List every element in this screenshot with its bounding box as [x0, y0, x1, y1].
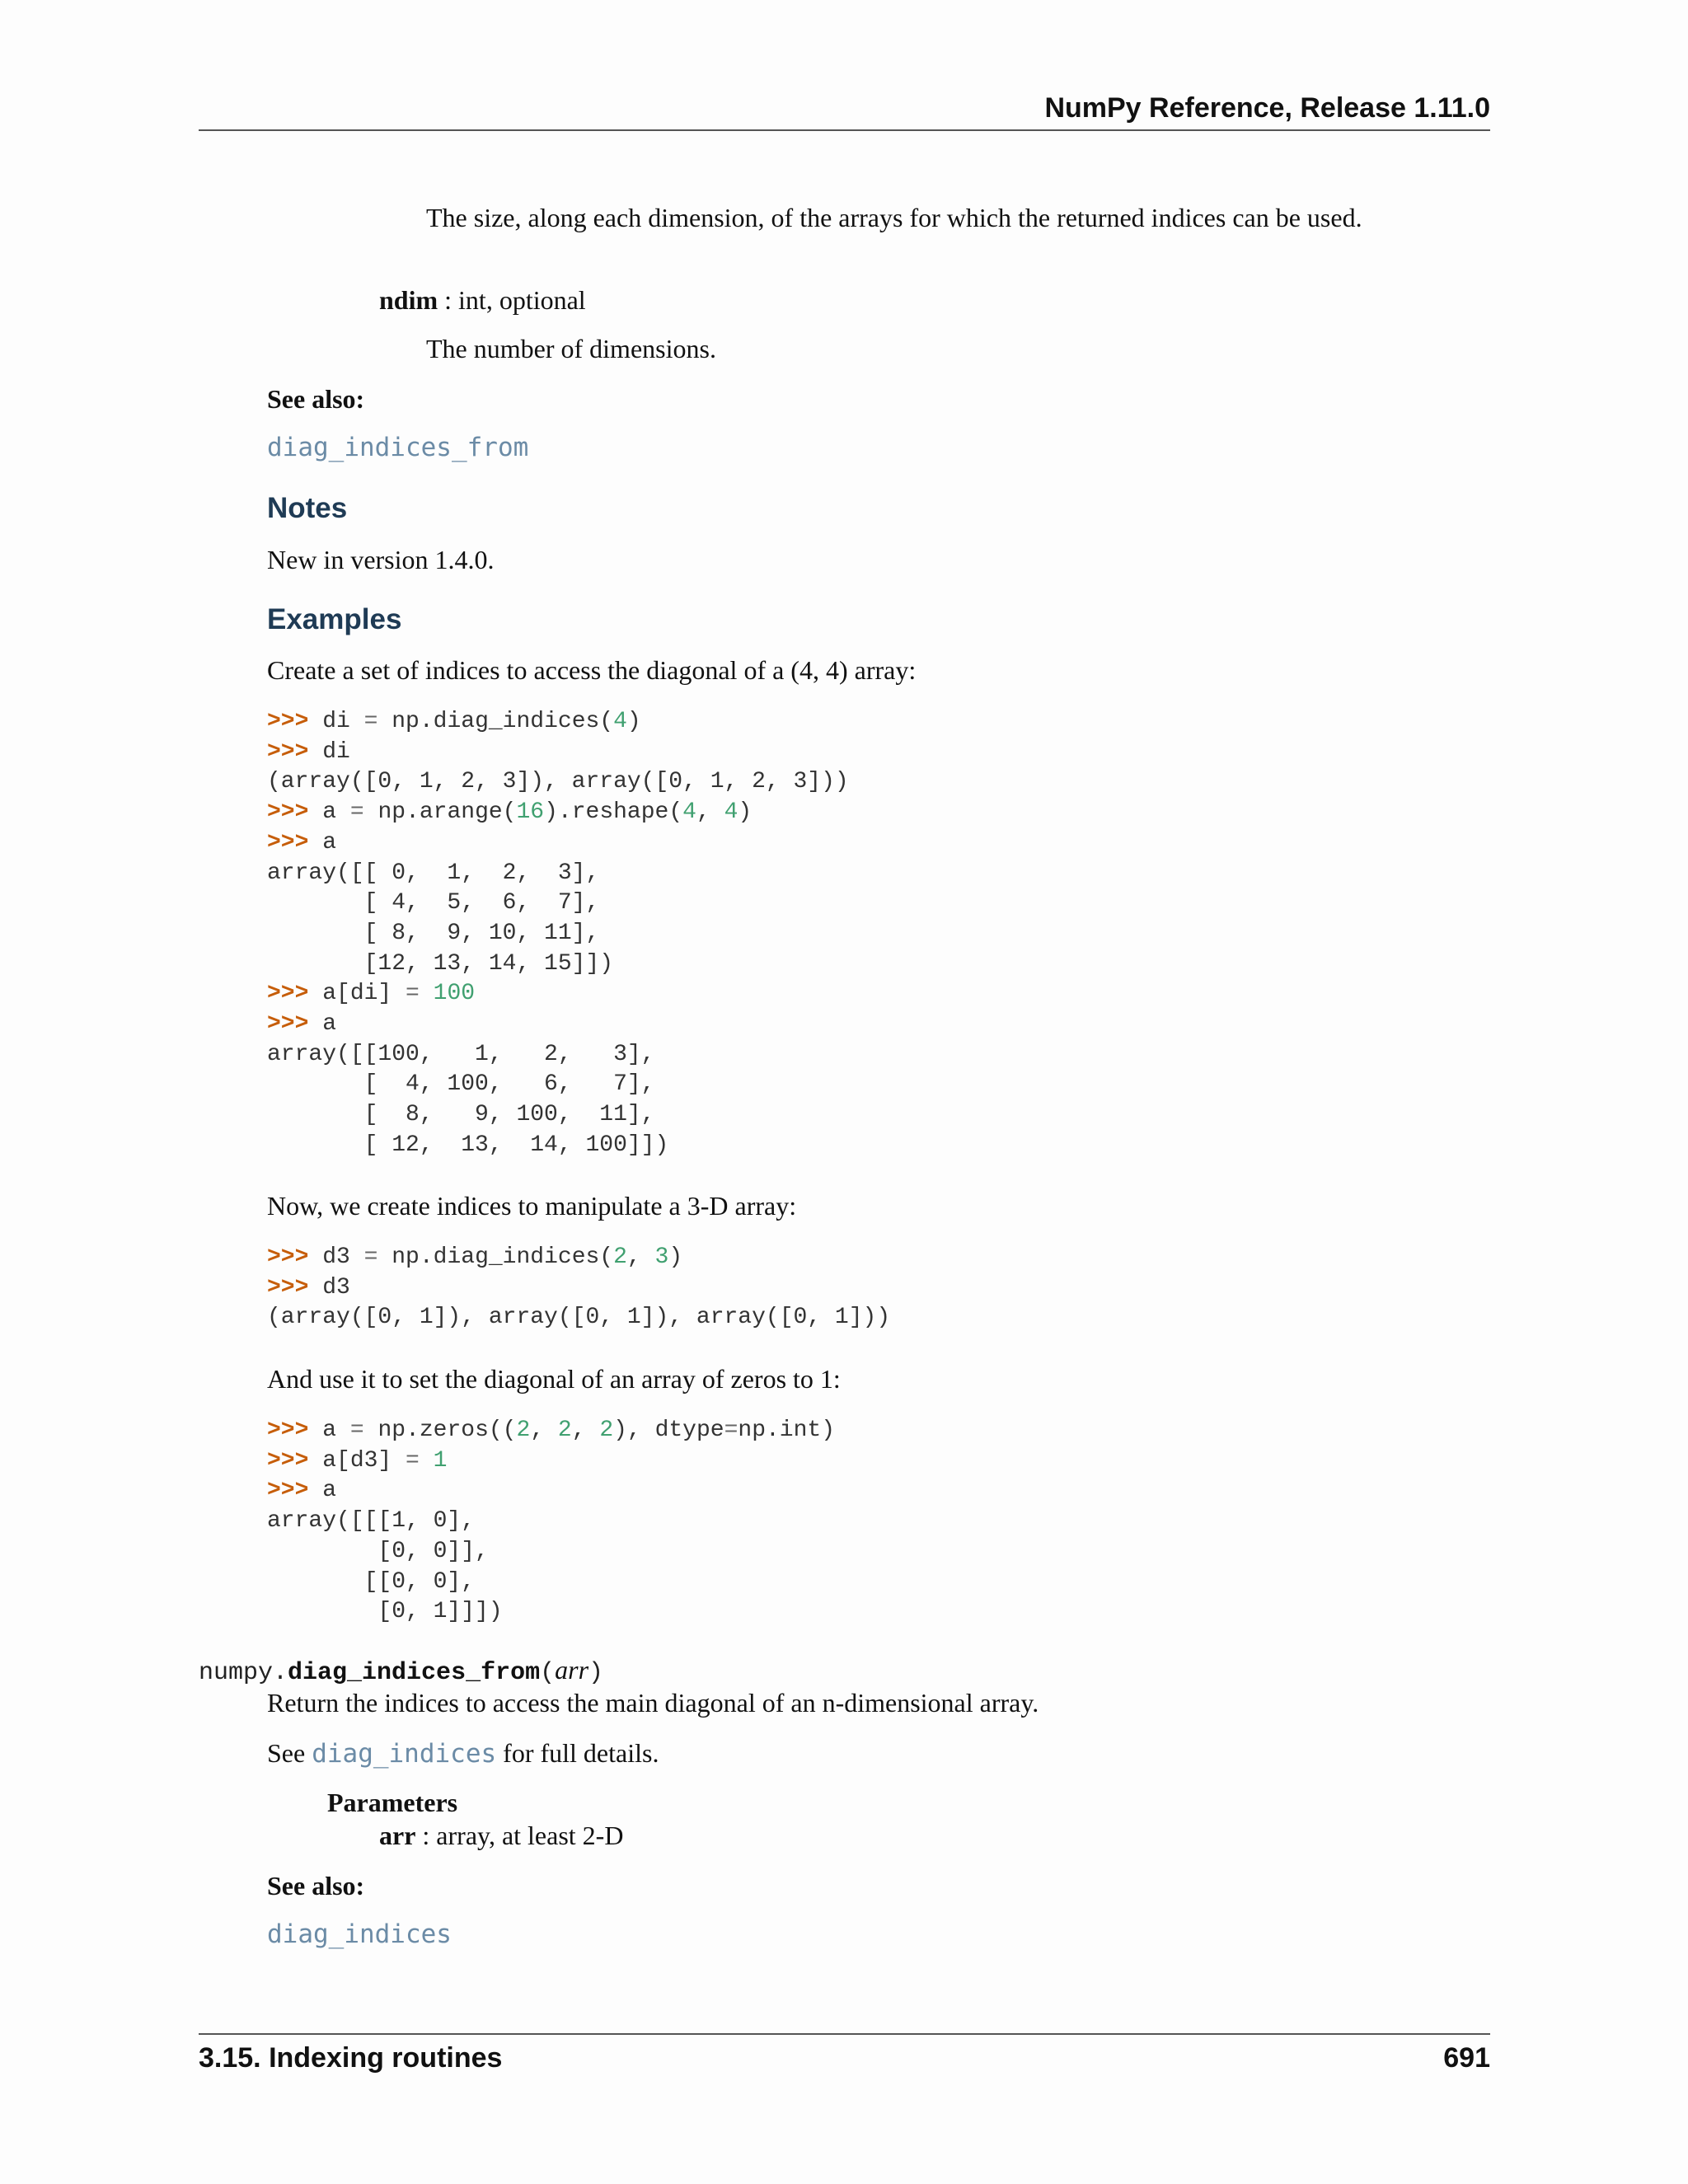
code-line: >>> di = np.diag_indices(4) [267, 709, 641, 734]
signature-module: numpy. [199, 1659, 288, 1687]
code-line: [ 4, 100, 6, 7], [267, 1071, 655, 1098]
signature-paren-close: ) [588, 1659, 604, 1687]
code-line: [ 8, 9, 10, 11], [267, 920, 600, 946]
code-line: >>> a = np.zeros((2, 2, 2), dtype=np.int) [267, 1418, 836, 1443]
examples-intro-3: And use it to set the diagonal of an array of zeros to 1: [267, 1364, 841, 1394]
code-line: [ 12, 13, 14, 100]]) [267, 1132, 669, 1158]
see-prefix: See [267, 1738, 312, 1768]
code-line: [12, 13, 14, 15]]) [267, 950, 614, 977]
diag-indices-link[interactable]: diag_indices [267, 1919, 452, 1949]
header-rule [199, 129, 1490, 131]
code-line: >>> di [267, 738, 350, 765]
code-line: >>> d3 [267, 1274, 350, 1301]
code-line: [0, 0]], [267, 1538, 489, 1564]
code-line: array([[ 0, 1, 2, 3], [267, 860, 600, 886]
function-summary: Return the indices to access the main diagonal of an n-dimensional array. [267, 1688, 1039, 1718]
code-line: >>> d3 = np.diag_indices(2, 3) [267, 1244, 683, 1270]
footer-page-number: 691 [1443, 2042, 1490, 2074]
code-line: array([[[1, 0], [267, 1508, 476, 1535]
code-line: >>> a [267, 829, 337, 855]
ndim-param-type: : int, optional [438, 285, 586, 315]
signature-paren-open: ( [540, 1659, 556, 1687]
code-line: [[0, 0], [267, 1568, 476, 1595]
examples-intro-1: Create a set of indices to access the diagonal of a (4, 4) array: [267, 655, 917, 685]
code-block-1 [267, 707, 849, 1161]
code-line: [0, 1]]]) [267, 1599, 503, 1625]
arr-param [379, 1819, 623, 1852]
signature-name: diag_indices_from [288, 1659, 541, 1687]
code-line: (array([0, 1]), array([0, 1]), array([0, 1])) [267, 1305, 891, 1331]
examples-heading: Examples [267, 603, 402, 635]
ndim-param-name: ndim [379, 285, 438, 315]
shape-param-description: The size, along each dimension, of the arrays for which the returned indices can be used. [426, 203, 1362, 232]
see-also-label-2: See also: [267, 1871, 365, 1900]
code-line: >>> a = np.arange(16).reshape(4, 4) [267, 799, 753, 826]
code-line: array([[100, 1, 2, 3], [267, 1041, 655, 1067]
code-line: >>> a[d3] = 1 [267, 1447, 448, 1474]
see-suffix: for full details. [496, 1738, 659, 1768]
page-header-title: NumPy Reference, Release 1.11.0 [1044, 92, 1490, 124]
code-line: [ 8, 9, 100, 11], [267, 1102, 655, 1128]
code-line: >>> a[di] = 100 [267, 981, 476, 1007]
diag-indices-from-link[interactable]: diag_indices_from [267, 433, 529, 462]
code-line: (array([0, 1, 2, 3]), array([0, 1, 2, 3])) [267, 769, 849, 795]
see-details-line [267, 1736, 659, 1770]
notes-heading: Notes [267, 492, 348, 524]
examples-intro-2: Now, we create indices to manipulate a 3-D array: [267, 1191, 797, 1221]
notes-text: New in version 1.4.0. [267, 545, 495, 574]
diag-indices-inline-link[interactable]: diag_indices [312, 1739, 497, 1769]
signature-arg: arr [555, 1655, 589, 1685]
footer-rule [199, 2033, 1490, 2035]
function-signature [199, 1655, 603, 1687]
code-line: >>> a [267, 1478, 337, 1504]
see-also-label: See also: [267, 384, 365, 414]
arr-param-type: : array, at least 2-D [415, 1821, 624, 1850]
code-line: [ 4, 5, 6, 7], [267, 890, 600, 916]
ndim-param [379, 284, 586, 316]
parameters-label: Parameters [327, 1788, 458, 1817]
arr-param-name: arr [379, 1821, 416, 1850]
code-block-2 [267, 1243, 890, 1333]
footer-section: 3.15. Indexing routines [199, 2042, 503, 2074]
ndim-param-description: The number of dimensions. [426, 334, 716, 363]
code-block-3 [267, 1416, 835, 1628]
code-line: >>> a [267, 1011, 337, 1038]
